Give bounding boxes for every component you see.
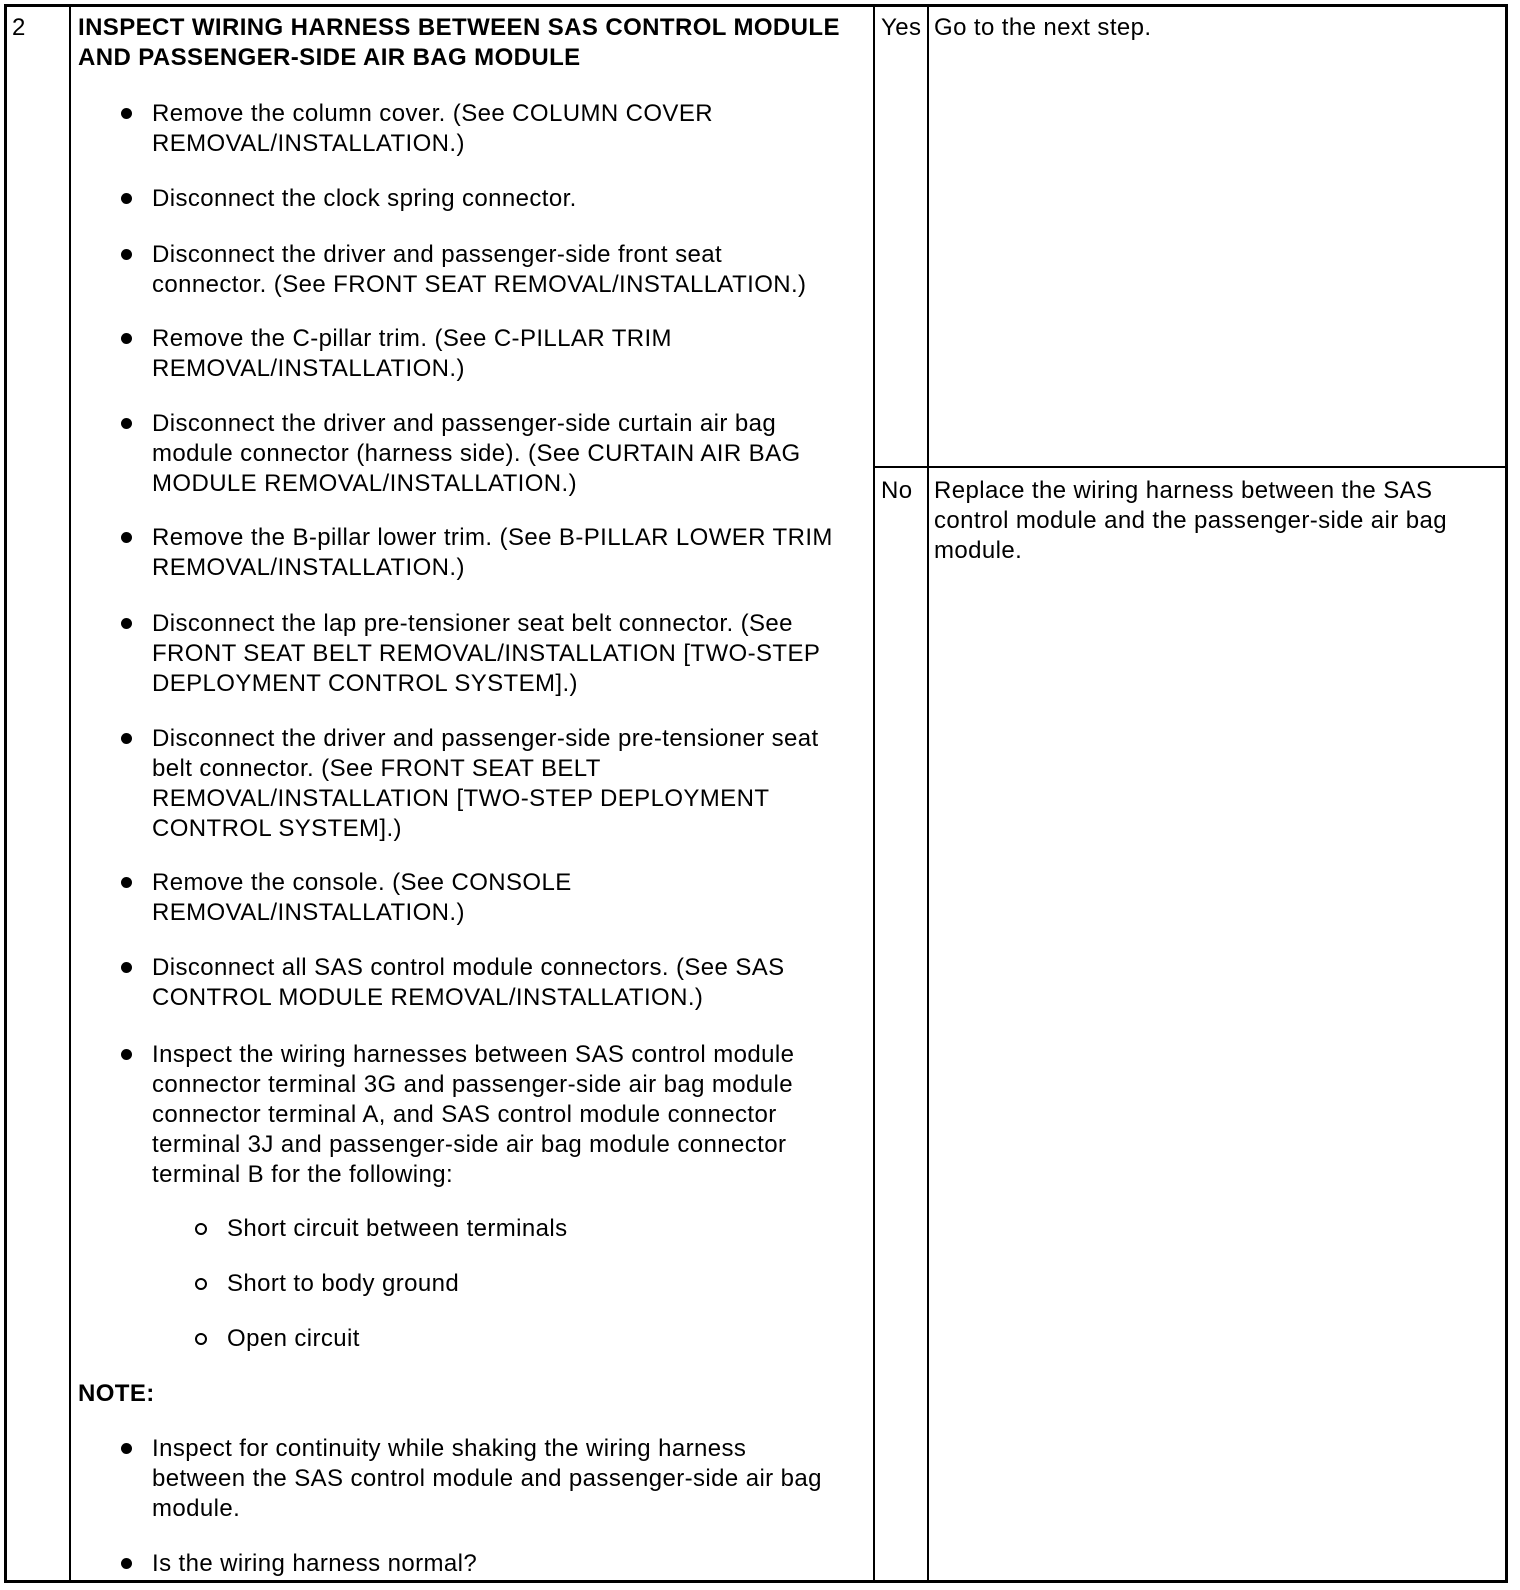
bullet-icon: [121, 1049, 132, 1060]
bullet-icon: [121, 1443, 132, 1454]
list-item: Disconnect the driver and passenger-side pre-tensioner seat belt connector. (See FRONT SEAT BELT REMOVAL/INSTALLATION [TWO-STEP DEPLOYMENT CONTROL SYSTEM].): [152, 725, 819, 842]
note-item: Is the wiring harness normal?: [152, 1550, 478, 1577]
list-item: Disconnect the driver and passenger-side curtain air bag module connector (harness side). (See CURTAIN AIR BAG MODULE REMOVAL/INSTALLATION.): [152, 410, 801, 497]
bullet-icon: [121, 108, 132, 119]
no-label: No: [881, 477, 913, 504]
table-border-left: [4, 4, 7, 1583]
step-number: 2: [12, 14, 26, 41]
circle-bullet-icon: [195, 1223, 207, 1235]
list-item: Remove the B-pillar lower trim. (See B-PILLAR LOWER TRIM REMOVAL/INSTALLATION.): [152, 524, 833, 581]
step-title: INSPECT WIRING HARNESS BETWEEN SAS CONTROL MODULE AND PASSENGER-SIDE AIR BAG MODULE: [78, 14, 840, 71]
list-item: Disconnect the driver and passenger-side front seat connector. (See FRONT SEAT REMOVAL/INSTALLATION.): [152, 241, 807, 298]
note-label: NOTE:: [78, 1380, 155, 1407]
yes-label: Yes: [881, 14, 922, 41]
table-border-top: [4, 4, 1508, 7]
sub-list-item: Short circuit between terminals: [227, 1215, 568, 1242]
bullet-icon: [121, 1558, 132, 1569]
sub-list-item: Short to body ground: [227, 1270, 460, 1297]
bullet-icon: [121, 532, 132, 543]
bullet-icon: [121, 249, 132, 260]
list-item: Remove the console. (See CONSOLE REMOVAL/INSTALLATION.): [152, 869, 572, 926]
list-item: Disconnect all SAS control module connectors. (See SAS CONTROL MODULE REMOVAL/INSTALLATION.): [152, 954, 785, 1011]
column-divider: [873, 4, 875, 1583]
bullet-icon: [121, 418, 132, 429]
bullet-icon: [121, 733, 132, 744]
column-divider: [927, 4, 929, 1583]
bullet-icon: [121, 333, 132, 344]
bullet-icon: [121, 962, 132, 973]
no-action: Replace the wiring harness between the SAS control module and the passenger-side air bag module.: [934, 477, 1447, 564]
yes-action: Go to the next step.: [934, 14, 1152, 41]
list-item: Inspect the wiring harnesses between SAS control module connector terminal 3G and passenger-side air bag module connector terminal A, and SAS control module connector terminal 3J and passenger-side air bag module connector terminal B for the following:: [152, 1041, 795, 1188]
list-item: Remove the column cover. (See COLUMN COVER REMOVAL/INSTALLATION.): [152, 100, 713, 157]
sub-list-item: Open circuit: [227, 1325, 360, 1352]
list-item: Disconnect the lap pre-tensioner seat belt connector. (See FRONT SEAT BELT REMOVAL/INSTALLATION [TWO-STEP DEPLOYMENT CONTROL SYSTEM].): [152, 610, 821, 697]
circle-bullet-icon: [195, 1278, 207, 1290]
row-divider: [873, 466, 1507, 468]
list-item: Disconnect the clock spring connector.: [152, 185, 577, 212]
note-item: Inspect for continuity while shaking the wiring harness between the SAS control module and passenger-side air bag module.: [152, 1435, 822, 1522]
table-border-right: [1505, 4, 1508, 1583]
bullet-icon: [121, 877, 132, 888]
list-item: Remove the C-pillar trim. (See C-PILLAR TRIM REMOVAL/INSTALLATION.): [152, 325, 672, 382]
circle-bullet-icon: [195, 1333, 207, 1345]
bullet-icon: [121, 618, 132, 629]
table-border-bottom: [4, 1580, 1508, 1583]
column-divider: [69, 4, 71, 1583]
bullet-icon: [121, 193, 132, 204]
